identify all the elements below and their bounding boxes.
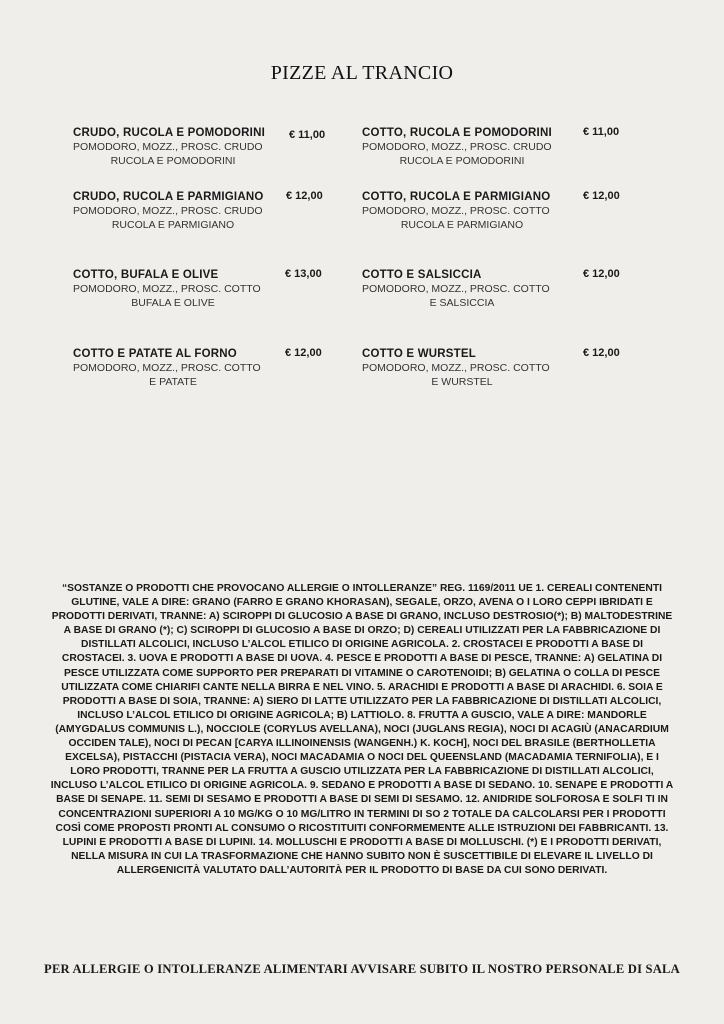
- desc-line: POMODORO, MOZZ., PROSC. COTTO: [73, 362, 261, 374]
- desc-line: RUCOLA E PARMIGIANO: [111, 219, 235, 231]
- menu-item: [362, 126, 622, 168]
- desc-line: POMODORO, MOZZ., PROSC. CRUDO: [362, 141, 552, 153]
- menu-item: [73, 268, 333, 310]
- menu-item: [73, 190, 333, 232]
- item-description: [362, 140, 562, 168]
- item-description: [362, 361, 562, 389]
- menu-item: [73, 126, 333, 168]
- item-price: € 12,00: [286, 190, 323, 202]
- item-description: [362, 282, 562, 310]
- item-price: € 11,00: [289, 129, 326, 141]
- item-price: € 12,00: [583, 347, 620, 359]
- desc-line: RUCOLA E PARMIGIANO: [400, 219, 524, 231]
- menu-item: [362, 190, 622, 232]
- item-name: COTTO, BUFALA E OLIVE: [73, 269, 219, 281]
- desc-line: RUCOLA E POMODORINI: [399, 155, 525, 167]
- item-name: CRUDO, RUCOLA E POMODORINI: [73, 127, 265, 139]
- item-name: COTTO E SALSICCIA: [362, 269, 482, 281]
- desc-line: POMODORO, MOZZ., PROSC. COTTO: [362, 283, 550, 295]
- menu-item: [73, 347, 333, 389]
- desc-line: POMODORO, MOZZ., PROSC. COTTO: [73, 283, 261, 295]
- desc-line: POMODORO, MOZZ., PROSC. COTTO: [362, 362, 550, 374]
- menu-item: [362, 347, 622, 389]
- item-name: COTTO E PATATE AL FORNO: [73, 348, 237, 360]
- allergen-notice: “SOSTANZE O PRODOTTI CHE PROVOCANO ALLERGIE O INTOLLERANZE” REG. 1169/2011 UE 1. CEREALI CONTENENTI GLUTINE, VALE A DIRE: GRANO (FARRO E GRANO KHORASAN), SEGALE, ORZO, AVENA O I LORO CEPPI IBRIDATI E PRODOTTI DERIVATI, TRANNE: A) SCIROPPI DI GLUCOSIO A BASE DI GRANO, INCLUSO DESTROSIO(*); B) MALTODESTRINE A BASE DI GRANO (*); C) SCIROPPI DI GLUCOSIO A BASE DI ORZO; D) CEREALI UTILIZZATI PER LA FABBRICAZIONE DI DISTILLATI ALCOLICI, INCLUSO L’ALCOL ETILICO DI ORIGINE AGRICOLA. 2. CROSTACEI E PRODOTTI A BASE DI CROSTACEI. 3. UOVA E PRODOTTI A BASE DI UOVA. 4. PESCE E PRODOTTI A BASE DI PESCE, TRANNE: A) GELATINA DI PESCE UTILIZZATA COME SUPPORTO PER PREPARATI DI VITAMINE O CAROTENOIDI; B) GELATINA O COLLA DI PESCE UTILIZZATA COME CHIARIFI CANTE NELLA BIRRA E NEL VINO. 5. ARACHIDI E PRODOTTI A BASE DI ARACHIDI. 6. SOIA E PRODOTTI A BASE DI SOIA, TRANNE: A) SIERO DI LATTE UTILIZZATO PER LA FABBRICAZIONE DI DISTILLATI ALCOLICI, INCLUSO L’ALCOL ETILICO DI ORIGINE AGRICOLA; B) LATTIOLO. 8. FRUTTA A GUSCIO, VALE A DIRE: MANDORLE (AMYGDALUS COMMUNIS L.), NOCCIOLE (CORYLUS AVELLANA), NOCI (JUGLANS REGIA), NOCI DI ACAGIÙ (ANACARDIUM OCCIDEN TALE), NOCI DI PECAN [CARYA ILLINOINENSIS (WANGENH.) K. KOCH], NOCI DEL BRASILE (BERTHOLLETIA EXCELSA), PISTACCHI (PISTACIA VERA), NOCI MACADAMIA O NOCI DEL QUEENSLAND (MACADAMIA TERNIFOLIA), E I LORO PRODOTTI, TRANNE PER LA FRUTTA A GUSCIO UTILIZZATA PER LA FABBRICAZIONE DI DISTILLATI ALCOLICI, INCLUSO L’ALCOL ETILICO DI ORIGINE AGRICOLA. 9. SEDANO E PRODOTTI A BASE DI SEDANO. 10. SENAPE E PRODOTTI A BASE DI SENAPE. 11. SEMI DI SESAMO E PRODOTTI A BASE DI SEMI DI SESAMO. 12. ANIDRIDE SOLFOROSA E SOLFI TI IN CONCENTRAZIONI SUPERIORI A 10 MG/KG O 10 MG/LITRO IN TERMINI DI SO 2 TOTALE DA CALCOLARSI PER I PRODOTTI COSÌ COME PROPOSTI PRONTI AL CONSUMO O RICOSTITUITI CONFORMEMENTE ALLE ISTRUZIONI DEI FABBRICANTI. 13. LUPINI E PRODOTTI A BASE DI LUPINI. 14. MOLLUSCHI E PRODOTTI A BASE DI MOLLUSCHI. (*) E I PRODOTTI DERIVATI, NELLA MISURA IN CUI LA TRASFORMAZIONE CHE HANNO SUBITO NON È SUSCETTIBILE DI ELEVARE IL LIVELLO DI ALLERGENICITÀ VALUTATO DALL’AUTORITÀ PER IL PRODOTTO DI BASE DA CUI SONO DERIVATI.: [50, 583, 674, 876]
- item-price: € 12,00: [583, 268, 620, 280]
- item-description: [73, 282, 273, 310]
- desc-line: RUCOLA E POMODORINI: [110, 155, 236, 167]
- item-name: CRUDO, RUCOLA E PARMIGIANO: [73, 191, 264, 203]
- footer-notice: PER ALLERGIE O INTOLLERANZE ALIMENTARI AVVISARE SUBITO IL NOSTRO PERSONALE DI SALA: [44, 962, 680, 976]
- item-price: € 11,00: [583, 126, 620, 138]
- desc-line: E WURSTEL: [431, 376, 493, 388]
- desc-line: POMODORO, MOZZ., PROSC. CRUDO: [73, 141, 263, 153]
- desc-line: E PATATE: [149, 376, 197, 388]
- desc-line: POMODORO, MOZZ., PROSC. CRUDO: [73, 205, 263, 217]
- item-name: COTTO E WURSTEL: [362, 348, 476, 360]
- desc-line: E SALSICCIA: [429, 297, 495, 309]
- item-description: [73, 204, 273, 232]
- item-price: € 12,00: [285, 347, 322, 359]
- item-name: COTTO, RUCOLA E POMODORINI: [362, 127, 552, 139]
- item-price: € 12,00: [583, 190, 620, 202]
- menu-item: [362, 268, 622, 310]
- desc-line: POMODORO, MOZZ., PROSC. COTTO: [362, 205, 550, 217]
- item-description: [73, 140, 273, 168]
- page-title: PIZZE AL TRANCIO: [270, 62, 454, 84]
- item-description: [362, 204, 562, 232]
- item-price: € 13,00: [285, 268, 322, 280]
- desc-line: BUFALA E OLIVE: [131, 297, 215, 309]
- item-description: [73, 361, 273, 389]
- item-name: COTTO, RUCOLA E PARMIGIANO: [362, 191, 551, 203]
